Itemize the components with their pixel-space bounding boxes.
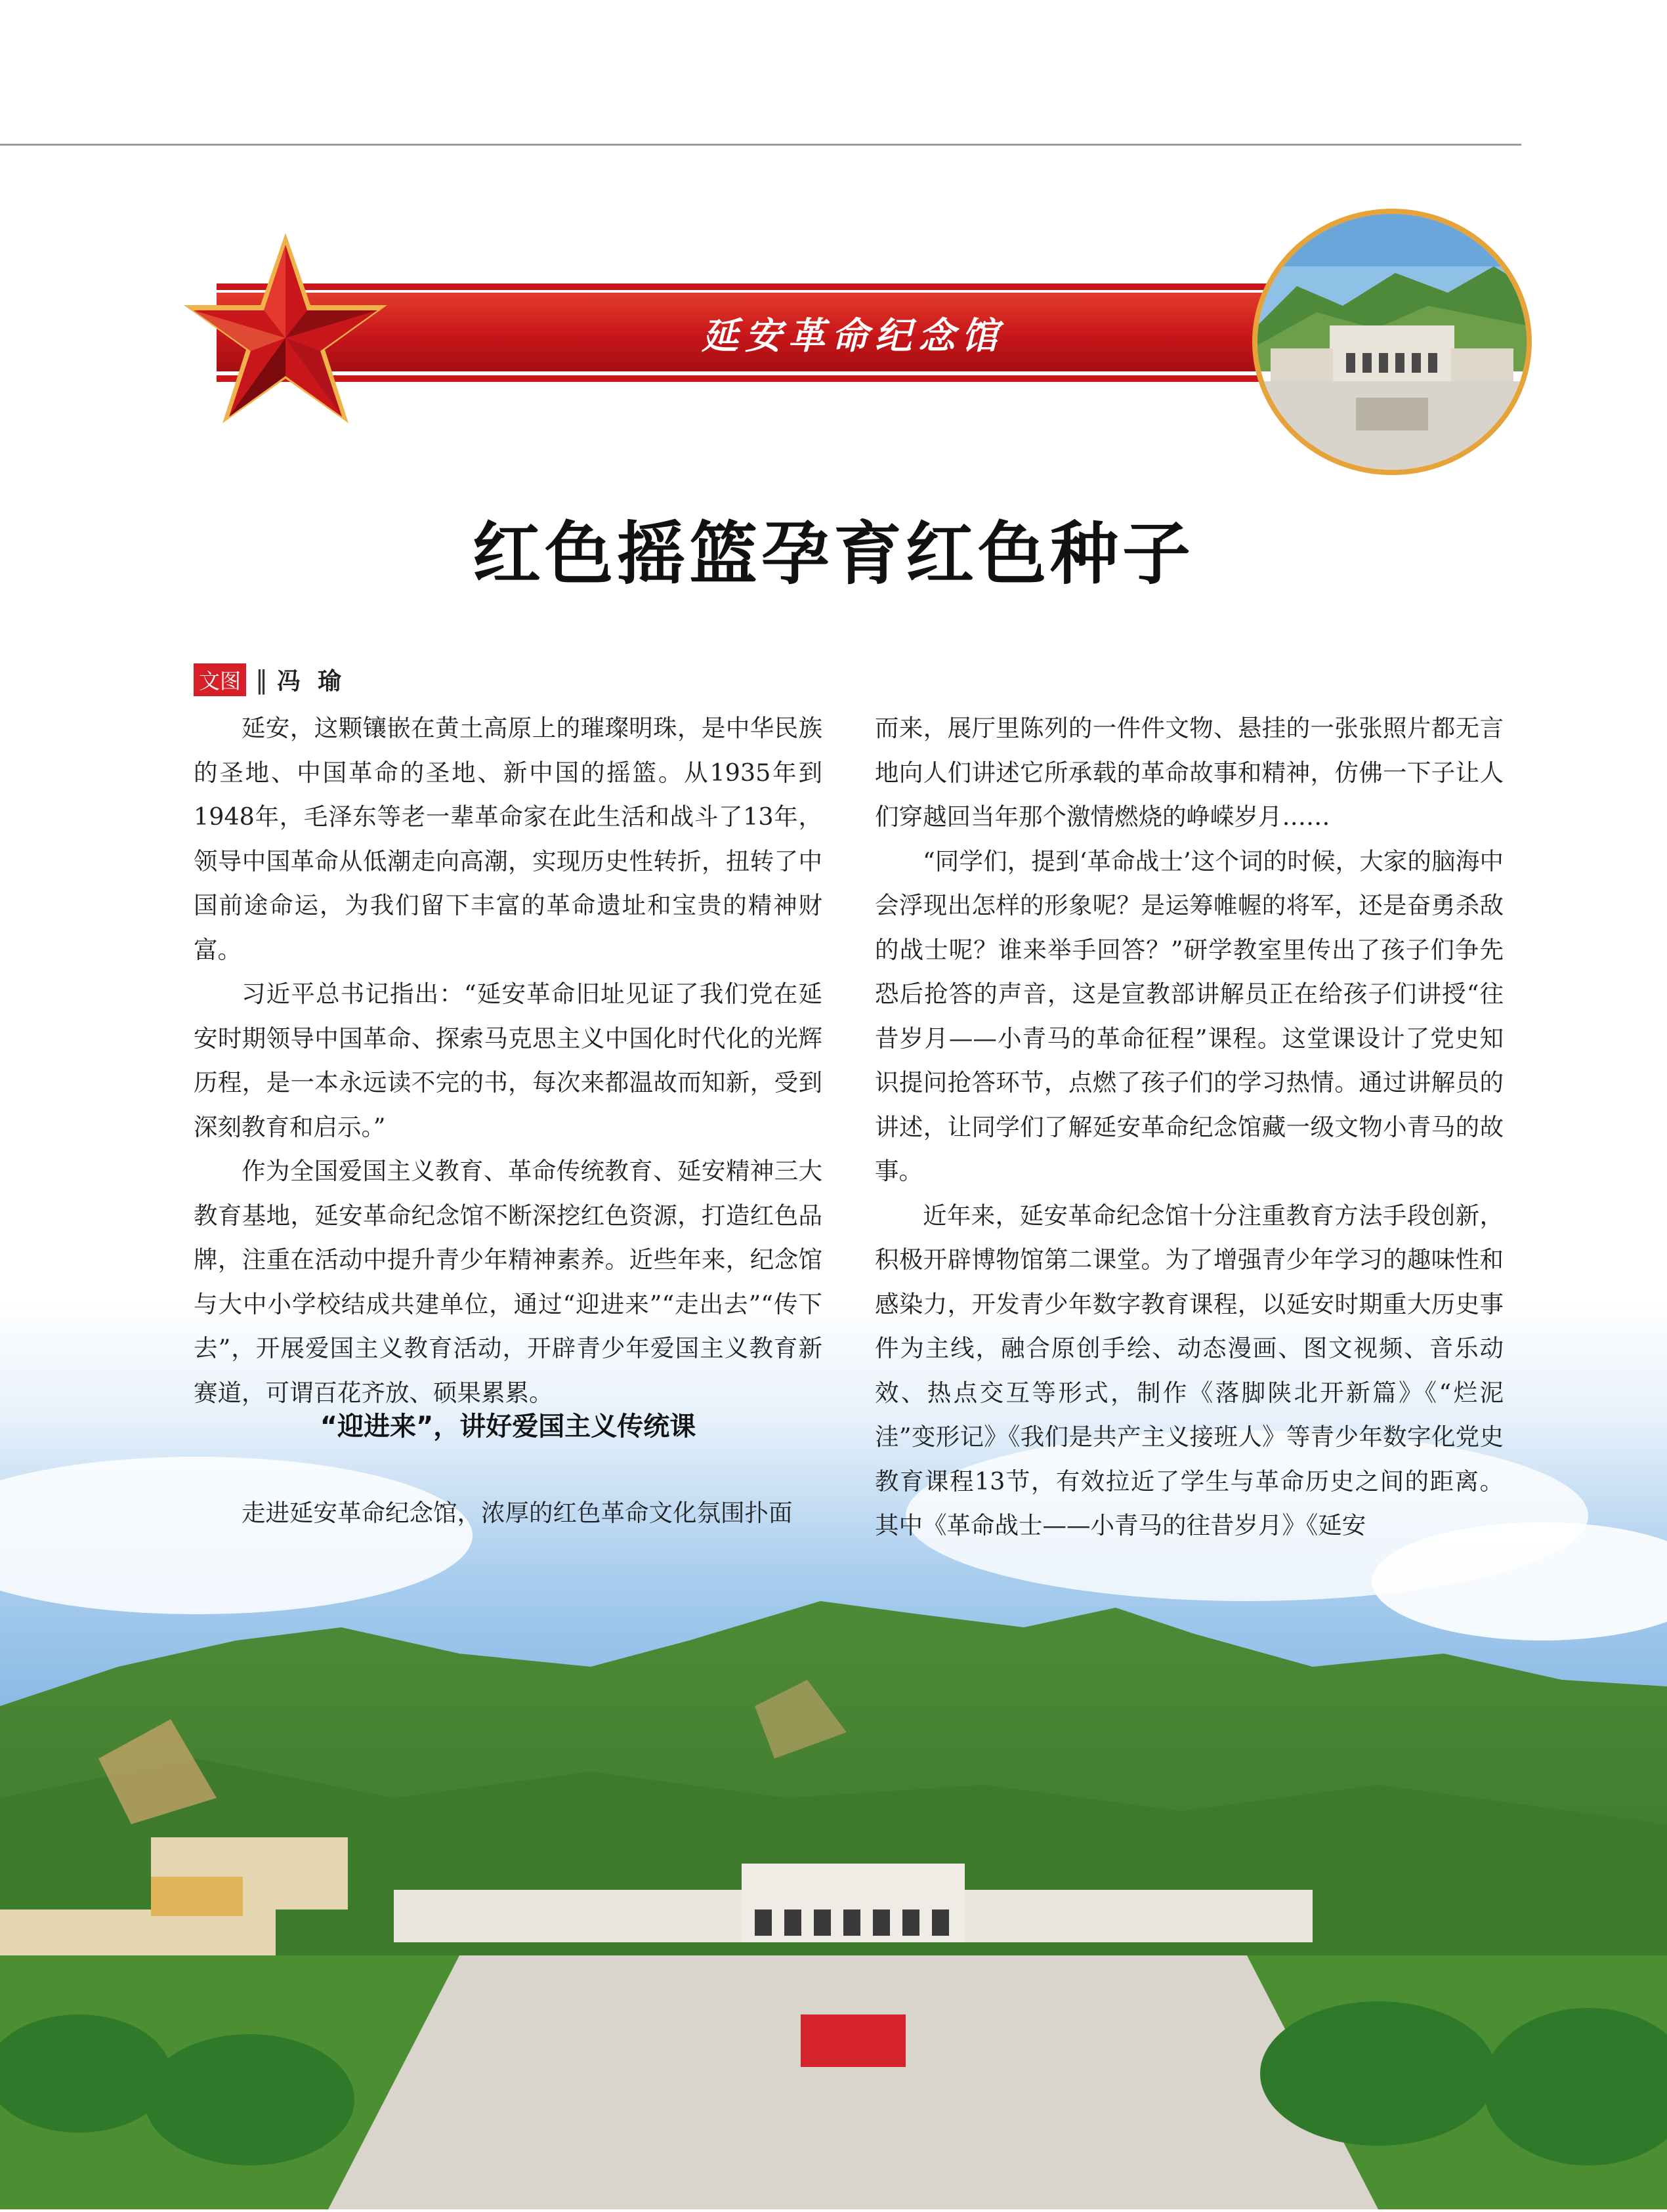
- byline-separator: ‖: [255, 665, 268, 694]
- byline: [194, 663, 358, 696]
- section-title: 延安革命纪念馆: [702, 314, 1005, 358]
- right-column: [875, 706, 1504, 1548]
- paragraph: “同学们，提到‘革命战士’这个词的时候，大家的脑海中会浮现出怎样的形象呢？是运筹帷幄的将军，还是奋勇杀敌的战士呢？谁来举手回答？”研学教室里传出了孩子们争先恐后抢答的声音，这是宣教部讲解员正在给孩子们讲授“往昔岁月——小青马的革命征程”课程。这堂课设计了党史知识提问抢答环节，点燃了孩子们的学习热情。通过讲解员的讲述，让同学们了解延安革命纪念馆藏一级文物小青马的故事。: [875, 846, 1504, 1185]
- top-rule: [0, 144, 1521, 146]
- memorial-hall-photo: [1252, 209, 1532, 475]
- byline-tag: 文图: [194, 663, 246, 696]
- left-column-continued: [194, 1491, 822, 1535]
- paragraph: 习近平总书记指出：“延安革命旧址见证了我们党在延安时期领导中国革命、探索马克思主义中国化时代化的光辉历程，是一本永远读不完的书，每次来都温故而知新，受到深刻教育和启示。”: [194, 980, 822, 1141]
- article-title: 红色摇篮孕育红色种子: [472, 514, 1194, 594]
- paragraph: 走进延安革命纪念馆，浓厚的红色革命文化氛围扑面: [242, 1499, 793, 1527]
- paragraph: 作为全国爱国主义教育、革命传统教育、延安精神三大教育基地，延安革命纪念馆不断深挖红色资源，打造红色品牌，注重在活动中提升青少年精神素养。近些年来，纪念馆与大中小学校结成共建单位，通过“迎进来”“走出去”“传下去”，开展爱国主义教育活动，开辟青少年爱国主义教育新赛道，可谓百花齐放、硕果累累。: [194, 1157, 822, 1407]
- red-star-icon: [174, 226, 397, 443]
- section-subheading: “迎进来”，讲好爱国主义传统课: [320, 1411, 696, 1442]
- paragraph-continuation: 而来，展厅里陈列的一件件文物、悬挂的一张张照片都无言地向人们讲述它所承载的革命故事和精神，仿佛一下子让人们穿越回当年那个激情燃烧的峥嵘岁月……: [875, 714, 1504, 831]
- paragraph: 延安，这颗镶嵌在黄土高原上的璀璨明珠，是中华民族的圣地、中国革命的圣地、新中国的摇篮。从1935年到1948年，毛泽东等老一辈革命家在此生活和战斗了13年，领导中国革命从低潮走向高潮，实现历史性转折，扭转了中国前途命运，为我们留下丰富的革命遗址和宝贵的精神财富。: [194, 714, 822, 964]
- author-name: 冯瑜: [277, 668, 359, 695]
- paragraph: 近年来，延安革命纪念馆十分注重教育方法手段创新，积极开辟博物馆第二课堂。为了增强青少年学习的趣味性和感染力，开发青少年数字教育课程，以延安时期重大历史事件为主线，融合原创手绘、动态漫画、图文视频、音乐动效、热点交互等形式，制作《落脚陕北开新篇》《“烂泥洼”变形记》《我们是共产主义接班人》等青少年数字化党史教育课程13节，有效拉近了学生与革命历史之间的距离。其中《革命战士——小青马的往昔岁月》《延安: [875, 1201, 1504, 1539]
- left-column: [194, 706, 822, 1415]
